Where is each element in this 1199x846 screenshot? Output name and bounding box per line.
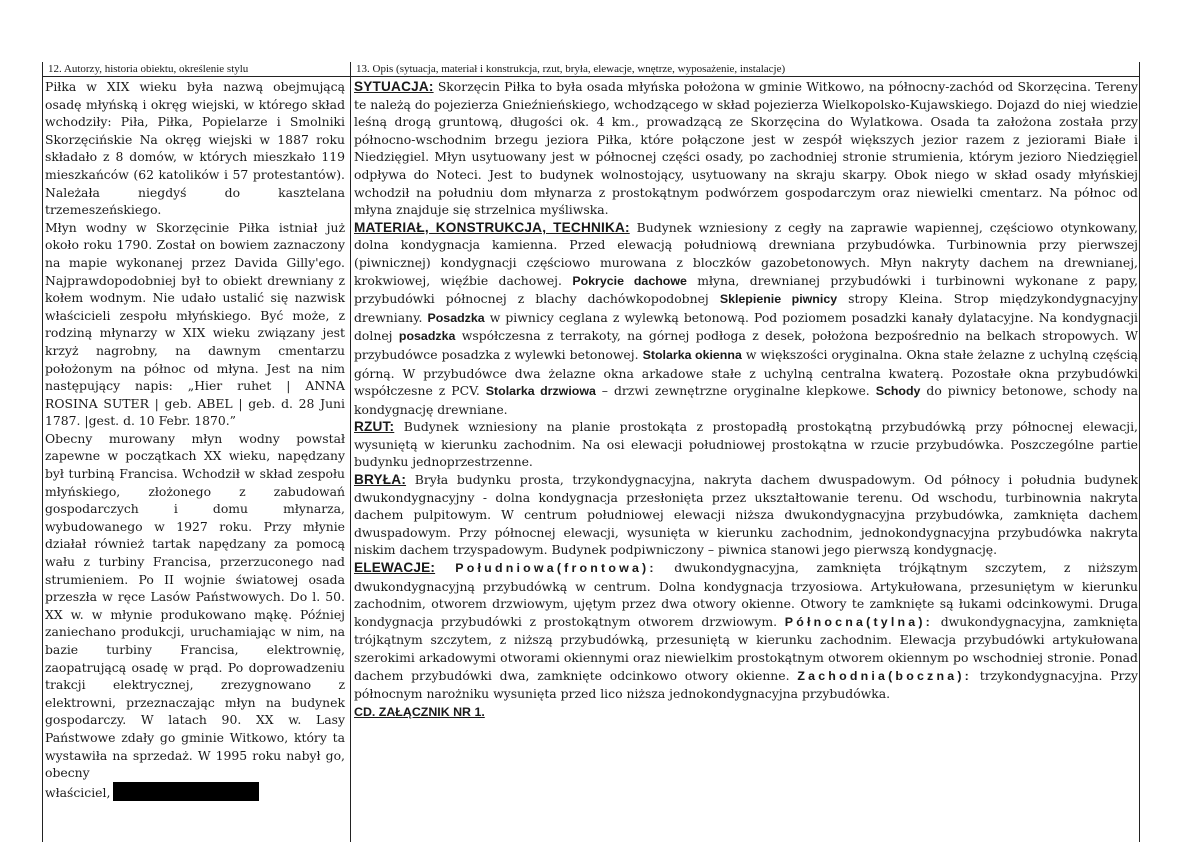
continuation-note [354,703,1138,722]
history-column [45,78,345,801]
rzut-heading: RZUT: [354,419,395,435]
elewacje-heading: ELEWACJE: [354,560,436,576]
material-bold-6: Stolarka drzwiowa [485,384,596,399]
material-bold-4: posadzka [398,329,456,344]
history-paragraph-2: Młyn wodny w Skorzęcinie Piłka istniał już około roku 1790. Został on bowiem zaznaczony na mapie wykonanej przez Davida Gilly'ego. Najprawdopodobniej był to obiekt drewniany z kołem wodnym. Nie udało ustalić się nazwisk właścicieli zespołu młyńskiego. Być może, z rodziną młynarzy w XIX wieku związany jest krzyż nagrobny, na dawnym cmentarzu położonym na północ od młyna. Jest na nim następujący napis: „Hier ruhet | ANNA ROSINA SUTER | geb. ABEL | geb. d. 28 Juni 1787. |gest. d. 10 Febr. 1870.” [45,219,345,429]
elewacja-poludniowa-label: Południowa(frontowa): [435,561,657,576]
material-text-7: – drzwi zewnętrzne oryginalne klepkowe. [595,383,876,399]
material-text-5: współczesna z terrakoty, na górnej podłoga z desek, położona bezpośrednio na belkach stropowych. W przybudówce posadzka z wylewki betonowej. [354,328,1138,362]
right-border [1139,62,1140,842]
material-bold-2: Sklepienie piwnicy [719,292,838,307]
elewacja-polnocna-label: Północna(tylna): [784,614,934,629]
material-text-4: w piwnicy ceglana z wylewką betonową. Pod poziomem posadzki kanały dylatacyjne. Na kondygnacji dolnej [354,309,1138,344]
rzut-text: Budynek wzniesiony na planie prostokąta z prostopadłą prostokątną przybudówką przy północnej elewacji, wysuniętą w kierunku zachodnim. Na osi elewacji południowej prostokątna w rzucie przybudówka. Poszczególne partie budynku jednoprzestrzenne. [354,419,1138,470]
history-paragraph-3: Obecny murowany młyn wodny powstał zapewne w początkach XX wieku, napędzany był turbiną Francisa. Wchodził w skład zespołu młyńskiego, złożonego z zabudowań gospodarczych i domu młynarza, wybudowanego w 1927 roku. Przy młynie działał również tartak napędzany za pomocą wału z turbiny Francisa, przerzuconego nad strumieniem. Po II wojnie światowej osada przeszła w ręce Lasów Państwowych. Do l. 50. XX w. w młynie produkowano mąkę. Później zaniechano produkcji, uruchamiając w nim, na bazie turbiny Francisa, elektrownię, zaopatrującą osadę w prąd. Po doprowadzeniu trakcji elektrycznej, zrezygnowano z elektrowni, przeznaczając młyn na budynek gospodarczy. W latach 90. XX w. Lasy Państwowe zdały go gminie Witkowo, który ta wystawiła na sprzedaż. W 1995 roku nabył go, obecny [45,430,345,781]
history-last-line [45,782,345,802]
top-rule [42,76,1140,77]
elewacja-zachodnia-label: Zachodnia(boczna): [797,668,972,683]
redaction-bar [113,782,259,801]
rzut-section [354,418,1138,471]
sytuacja-text: Skorzęcin Piłka to była osada młyńska położona w gminie Witkowo, na północny-zachód od Skorzęcina. Tereny te należą do pojezierza Gnieźnieńskiego, wchodzącego w skład pojezierza Wielkopolsko-Kujawskiego. Dojazd do niej wiedzie leśną drogą gruntową, długości ok. 4 km., prowadzącą ze Skorzęcina do Wylatkowa. Osada ta założona została przy północno-wschodnim brzegu jeziora Piłka, które połączone jest w zespół większych jezior razem z jeziorami Białe i Niedzięgiel. Młyn usytuowany jest w północnej części osady, po zachodniej stronie strumienia, którym jezioro Niedzięgiel odpływa do Noteci. Jest to budynek wolnostojący, usytuowany na skraju skarpy. Obok niego w skład osady młyńskiej wchodził na południu dom młynarza z prostokątnym podwórzem gospodarczym oraz niewielki cmentarz. Na północ od młyna znajduje się strzelnica myśliwska. [354,79,1138,218]
material-bold-1: Pokrycie dachowe [572,273,687,288]
left-border [42,62,43,842]
section-13-header: 13. Opis (sytuacja, materiał i konstrukcja, rzut, bryła, elewacje, wnętrze, wyposażenie, instalacje) [356,63,786,75]
material-bold-5: Stolarka okienna [642,347,742,362]
elewacje-section [354,559,1138,703]
sytuacja-section [354,78,1138,219]
section-12-header: 12. Autorzy, historia obiektu, określenie stylu [48,63,249,75]
material-text-1: Budynek wzniesiony z cegły na zaprawie wapiennej, częściowo otynkowany, dolna kondygnacja kamienna. Przed elewacją południową drewniana przybudówka. Turbinownia przy pierwszej (piwnicznej) kondygnacji częściowo murowana z bloczków gazobetonowych. Młyn nakryty dachem na drewnianej, krokwiowej, więźbie dachowej. [354,219,1138,288]
material-section [354,219,1138,419]
elewacja-zachodnia-text: trzykondygnacyjna. Przy północnym narożniku wysunięta przed lico niższa jednokondygnacyjna przybudówka. [354,667,1138,702]
column-divider [350,62,351,842]
bryla-heading: BRYŁA: [354,472,407,488]
bryla-text: Bryła budynku prosta, trzykondygnacyjna, nakryta dachem dwuspadowym. Od północy i południa budynek dwukondygnacyjny - dolna kondygnacja przesłonięta przez ukształtowanie terenu. Od wschodu, turbinownia nakryta dachem pulpitowym. W centrum południowej elewacji niższa dwukondygnacyjna przybudówka, zamknięta dachem dwuspadowym. Przy północnej elewacji, wysunięta w kierunku zachodnim, jednokondygnacyjna przybudówka nakryta niskim dachem trzyspadowym. Budynek podpiwniczony – piwnica stanowi jego pierwszą kondygnację. [354,472,1138,558]
material-text-3: stropy Kleina. Strop międzykondygnacyjny drewniany. [354,291,1138,325]
material-bold-7: Schody [875,384,921,399]
elewacja-poludniowa-text: dwukondygnacyjna, zamknięta trójkątnym szczytem, z niższym dwukondygnacyjną przybudówką w centrum. Dolna kondygnacja trzyosiowa. Artykułowana, przesuniętym w kierunku zachodnim, otworem drzwiowym, ujętym przez dwa otwory okienne. Otwory te zamknięte są łukami odcinkowymi. Druga kondygnacja przybudówki z prostokątnym otworem drzwiowym. [354,560,1139,629]
material-text-8: do piwnicy betonowe, schody na kondygnację drewniane. [354,383,1138,417]
owner-label: właściciel, [45,784,111,800]
description-column [354,78,1138,721]
material-heading: MATERIAŁ, KONSTRUKCJA, TECHNIKA: [354,219,630,235]
attachment-reference: CD. ZAŁĄCZNIK NR 1. [354,704,485,719]
sytuacja-heading: SYTUACJA: [354,79,434,94]
bryla-section [354,471,1138,559]
elewacja-polnocna-text: dwukondygnacyjna, zamknięta trójkątnym szczytem, z niższą przybudówką, przesuniętą w kierunku zachodnim. Elewacja przybudówki artykułowana szerokimi arkadowymi otworami okiennymi oraz niewielkim prostokątnym otworem okiennym po wschodniej stronie. Ponad dachem przybudówki dwa, zamknięte odcinkowo otwory okienne. [354,613,1139,683]
history-paragraph-1: Piłka w XIX wieku była nazwą obejmującą osadę młyńską i okręg wiejski, w którego skład wchodziły: Piła, Piłka, Popielarze i Smolniki Skorzęcińskie Na okręg wiejski w 1887 roku składało z 8 domów, w których mieszkało 119 mieszkańców (62 katolików i 57 protestantów). Należała niegdyś do kasztelana trzemeszeńskiego. [45,79,345,218]
material-text-6: w większości oryginalna. Okna stałe żelazne z uchylną częścią górną. W przybudówce dwa żelazne okna arkadowe stałe z uchylną centralna kwaterą. Pozostałe okna przybudówki współczesne z PCV. [354,346,1139,399]
material-text-2: młyna, drewnianej przybudówki i turbinowni wykonane z papy, przybudówki północnej z blachy dachówkopodobnej [354,272,1138,307]
material-bold-3: Posadzka [427,310,485,325]
